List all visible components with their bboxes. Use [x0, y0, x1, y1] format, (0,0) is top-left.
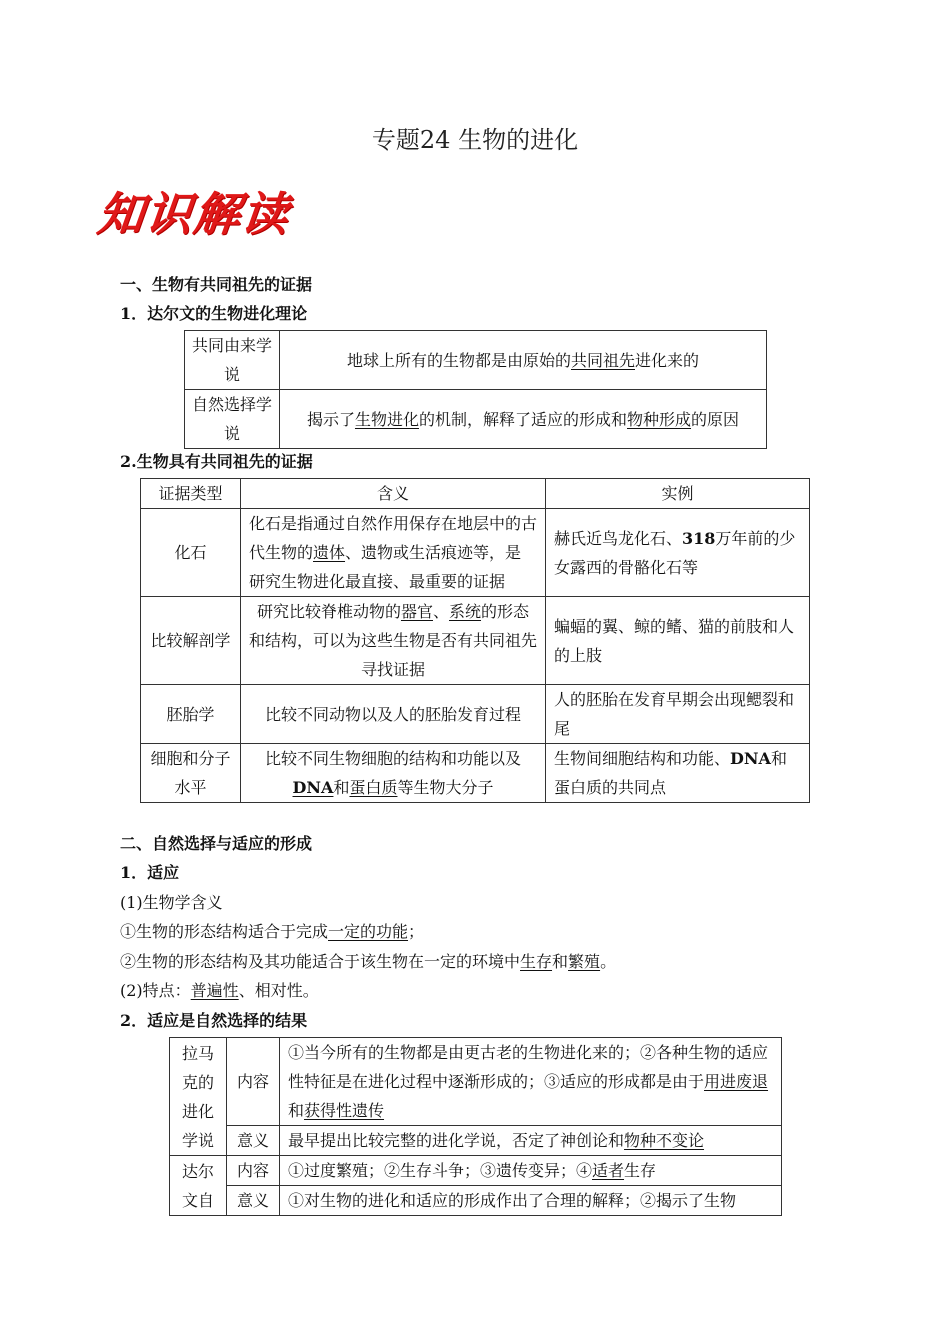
- evidence-cell-meaning: 比较不同生物细胞的结构和功能以及DNA和蛋白质等生物大分子: [241, 744, 546, 803]
- evidence-table: [140, 478, 810, 803]
- darwin-content: ①过度繁殖；②生存斗争；③遗传变异；④适者生存: [280, 1156, 782, 1186]
- section-1-heading: 一、生物有共同祖先的证据: [120, 275, 313, 294]
- evidence-header-meaning: 含义: [241, 479, 546, 509]
- evidence-anatomy-example: 蝙蝠的翼、鲸的鳍、猫的前肢和人的上肢: [546, 597, 810, 685]
- section-2-sub2: 2．适应是自然选择的结果: [120, 1011, 308, 1030]
- evidence-anatomy-meaning: 研究比较脊椎动物的器官、系统的形态和结构，可以为这些生物是否有共同祖先寻找证据: [241, 597, 546, 685]
- evidence-embryo-example: 人的胚胎在发育早期会出现鳃裂和尾: [546, 685, 810, 744]
- darwin-meaning: ①对生物的进化和适应的形成作出了合理的解释；②揭示了生物: [280, 1186, 782, 1216]
- evidence-fossil-meaning: 化石是指通过自然作用保存在地层中的古代生物的遗体、遗物或生活痕迹等，是研究生物进化最直接、最重要的证据: [241, 509, 546, 597]
- darwin-name: 达尔文自: [170, 1156, 227, 1216]
- evidence-anatomy-type: 比较解剖学: [141, 597, 241, 685]
- theory-row2-name: 自然选择学说: [185, 390, 280, 449]
- page-title: 专题24 生物的进化: [371, 126, 579, 154]
- adapt-features: (2)特点：普遍性、相对性。: [120, 981, 319, 1000]
- darwin-theory-table: [184, 330, 767, 449]
- lamarck-name: 拉马克的进化学说: [170, 1038, 227, 1156]
- section-1-sub2: 2.生物具有共同祖先的证据: [120, 452, 313, 471]
- section-2-heading: 二、自然选择与适应的形成: [120, 834, 313, 853]
- evidence-embryo-type: 胚胎学: [141, 685, 241, 744]
- theory-row1-name: 共同由来学说: [185, 331, 280, 390]
- evidence-embryo-meaning: 比较不同动物以及人的胚胎发育过程: [241, 685, 546, 744]
- evidence-header-example: 实例: [546, 479, 810, 509]
- lamarck-meaning-label: 意义: [227, 1126, 280, 1156]
- theory-row2-desc: 揭示了生物进化的机制，解释了适应的形成和物种形成的原因: [280, 390, 767, 449]
- section-banner: 知识解读: [94, 187, 293, 241]
- adapt-definition-2: ②生物的形态结构及其功能适合于该生物在一定的环境中生存和繁殖。: [120, 952, 617, 971]
- evidence-fossil-type: 化石: [141, 509, 241, 597]
- darwin-meaning-label: 意义: [227, 1186, 280, 1216]
- evolution-theories-table: [169, 1037, 782, 1216]
- lamarck-meaning: 最早提出比较完整的进化学说，否定了神创论和物种不变论: [280, 1126, 782, 1156]
- section-2-sub1: 1．适应: [120, 863, 180, 882]
- darwin-content-label: 内容: [227, 1156, 280, 1186]
- adapt-definition-label: (1)生物学含义: [120, 893, 223, 912]
- lamarck-content-label: 内容: [227, 1038, 280, 1126]
- evidence-fossil-example: 赫氏近鸟龙化石、318万年前的少女露西的骨骼化石等: [546, 509, 810, 597]
- section-1-sub1: 1．达尔文的生物进化理论: [120, 304, 308, 323]
- adapt-definition-1: ①生物的形态结构适合于完成一定的功能；: [120, 922, 425, 941]
- evidence-header-type: 证据类型: [141, 479, 241, 509]
- theory-row1-desc: 地球上所有的生物都是由原始的共同祖先进化来的: [280, 331, 767, 390]
- evidence-cell-type: 细胞和分子水平: [141, 744, 241, 803]
- lamarck-content: ①当今所有的生物都是由更古老的生物进化来的；②各种生物的适应性特征是在进化过程中逐渐形成的；③适应的形成都是由于用进废退和获得性遗传: [280, 1038, 782, 1126]
- evidence-cell-example: 生物间细胞结构和功能、DNA和蛋白质的共同点: [546, 744, 810, 803]
